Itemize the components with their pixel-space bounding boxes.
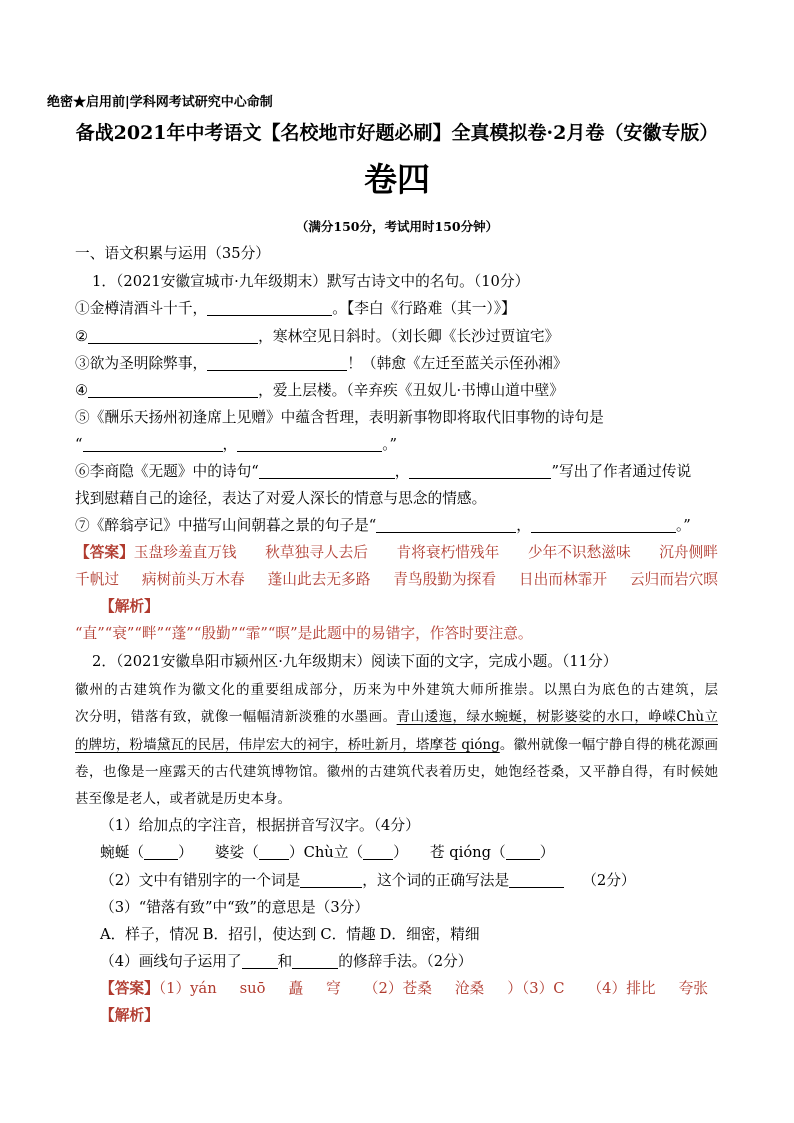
answer-blank [242,968,278,969]
q1-answer-row-1 [75,543,718,563]
answer-item: 青鸟殷勤为探看 [393,571,497,588]
q1-item-2 [75,327,559,347]
answer-item [75,543,237,563]
paren-open: （ [348,844,364,861]
answer-item: 穹 [326,980,341,997]
underlined-sentence: 青山逶迤，绿水蜿蜒，树影婆娑的水口，峥嵘Chù立 [396,709,718,725]
paren-close: ） [393,844,408,861]
answer-blank [376,532,516,533]
answer-item: 沉舟侧畔 [659,544,718,561]
paren-close: ） [288,844,304,861]
passage-text: 。徽州就像一幅宁静自得的桃花源画 [499,737,718,753]
paper-title: 备战2021年中考语文【名校地市好题必刷】全真模拟卷·2月卷（安徽专版） [75,122,719,144]
sub-question-2 [100,871,636,891]
answer-blank [531,532,676,533]
sub-question-1-items [100,843,554,863]
answer-item: 沧桑 [454,980,485,997]
quote-close: 。” [382,436,398,453]
item-text: ③欲为圣明除弊事， [75,355,208,372]
passage-line: 甚至像是老人，或者就是历史本身。 [75,791,291,807]
answer-item: ）（3）C [507,980,565,997]
q1-analysis: “直”“衰”“畔”“蓬”“殷勤”“霏”“暝”是此题中的易错字，作答时要注意。 [75,625,533,642]
q2-answer-row [100,979,708,999]
q1-item-5-blanks [75,435,397,455]
sub-question-3-options [100,925,480,945]
q1-item-6 [75,462,691,482]
confidential-notice: 绝密★启用前|学科网考试研究中心命制 [47,95,273,110]
passage-line [75,735,718,755]
answer-blank [88,343,258,344]
option-a: A．样子，情况 [100,926,199,943]
answer-blank [259,859,289,860]
answer-blank [259,478,395,479]
passage-line [75,707,718,727]
answer-item: 夸张 [678,980,708,997]
question-1-stem: 1．（2021安徽宣城市·九年级期末）默写古诗文中的名句。（10分） [92,273,530,290]
exam-info: （满分150分，考试用时150分钟） [295,219,499,234]
answer-label: 【答案】 [100,980,159,997]
answer-text: （1）yán [158,980,217,997]
paren-open: （ [244,844,259,861]
analysis-label: 【解析】 [100,598,159,615]
answer-item: 少年不识愁滋味 [527,544,631,561]
item-text: ④ [75,382,89,399]
sub-question-3-stem: （3）“错落有致”中“致”的意思是（3分） [100,899,370,916]
answer-item [100,979,217,999]
question-text: ，这个词的正确写法是 [362,872,510,889]
q1-item-3 [75,354,568,374]
answer-blank [292,968,338,969]
option-d: D．细密，精细 [379,926,480,943]
comma: ， [222,436,238,453]
answer-item: 蓬山此去无多路 [267,571,371,588]
q1-answer-row-2 [75,570,718,590]
answer-text: 玉盘珍羞直万钱 [133,544,237,561]
item-text: ⑥李商隐《无题》中的诗句“ [75,463,259,480]
answer-item: （4）排比 [587,980,656,997]
item-text: ！（韩愈《左迁至蓝关示侄孙湘》 [347,355,568,372]
q1-item-6-continued: 找到慰藉自己的途径，表达了对爱人深长的情意与思念的情感。 [75,490,487,507]
passage-text: 次分明，错落有致，就像一幅幅清新淡雅的水墨画。 [75,709,397,725]
item-text: ，爱上层楼。（辛弃疾《丑奴儿·书博山道中壁》 [258,382,564,399]
word: 蜿蜒 [100,844,130,861]
question-2-stem: 2．（2021安徽阜阳市颍州区·九年级期末）阅读下面的文字，完成小题。（11分） [92,653,618,670]
answer-label: 【答案】 [75,544,134,561]
passage-line: 卷，也像是一座露天的古代建筑博物馆。徽州的古建筑代表着历史，她饱经苍桑，又平静自得，有时候她 [75,764,718,780]
word: Chù立 [303,844,349,861]
answer-item: 肯将衰朽惜残年 [396,544,500,561]
answer-blank [83,451,223,452]
answer-item: suō [239,980,266,997]
q1-item-4 [75,381,564,401]
item-text: 。” [675,517,691,534]
section-heading: 一、语文积累与运用（35分） [75,245,270,262]
comma: ， [516,517,531,534]
answer-item: 日出而林霏开 [518,571,608,588]
item-text: ，寒林空见日斜时。（刘长卿《长沙过贾谊宅》 [258,328,560,345]
question-text: （2）文中有错别字的一个词是 [100,872,301,889]
option-b: B．招引，使达到 [202,926,317,943]
word: 苍 qióng [429,844,492,861]
answer-blank [300,887,362,888]
item-text: ”写出了作者通过传说 [551,463,692,480]
answer-blank [144,859,178,860]
sub-question-4 [100,952,472,972]
paren-open: （ [129,844,145,861]
passage-line: 徽州的古建筑作为徽文化的重要组成部分，历来为中外建筑大师所推崇。以黑白为底色的古建筑，层 [75,682,718,698]
option-c: C．情趣 [320,926,376,943]
answer-blank [207,315,332,316]
item-text: 。【李白《行路难（其一）》】 [332,300,516,317]
paper-name: 卷四 [364,160,430,199]
answer-blank [207,370,347,371]
answer-item: 云归而岩穴暝 [629,571,718,588]
question-text: 和 [277,953,293,970]
answer-blank [509,887,564,888]
answer-blank [506,859,540,860]
q1-item-1 [75,299,516,319]
item-text: ② [75,328,89,345]
answer-item: 病树前头万木春 [141,571,245,588]
sub-question-1-stem: （1）给加点的字注音，根据拼音写汉字。（4分） [100,817,420,834]
answer-blank [363,859,393,860]
paren-close: ） [178,844,193,861]
word: 婆娑 [214,844,245,861]
q1-item-7 [75,516,691,536]
question-text: （4）画线句子运用了 [100,953,242,970]
answer-item: 秋草独寻人去后 [265,544,368,561]
item-text: ①金樽清酒斗十千， [75,300,208,317]
answer-item: （2）苍桑 [363,980,432,997]
underlined-sentence: 的牌坊，粉墙黛瓦的民居，伟岸宏大的祠宇，桥吐新月，塔摩苍 qióng [75,737,500,753]
score: （2分） [582,872,636,889]
answer-blank [409,478,551,479]
quote-open: “ [75,436,83,453]
paren-close: ） [539,844,555,861]
answer-item: 矗 [288,980,304,997]
comma: ， [394,463,410,480]
paren-open: （ [491,844,506,861]
item-text: ⑦《醉翁亭记》中描写山间朝暮之景的句子是“ [75,517,377,534]
analysis-label: 【解析】 [100,1007,159,1024]
q1-item-5: ⑤《酬乐天扬州初逢席上见赠》中蕴含哲理，表明新事物即将取代旧事物的诗句是 [75,409,604,426]
answer-item: 千帆过 [75,571,120,588]
answer-blank [237,451,382,452]
question-text: 的修辞手法。（2分） [338,953,473,970]
answer-blank [88,397,258,398]
